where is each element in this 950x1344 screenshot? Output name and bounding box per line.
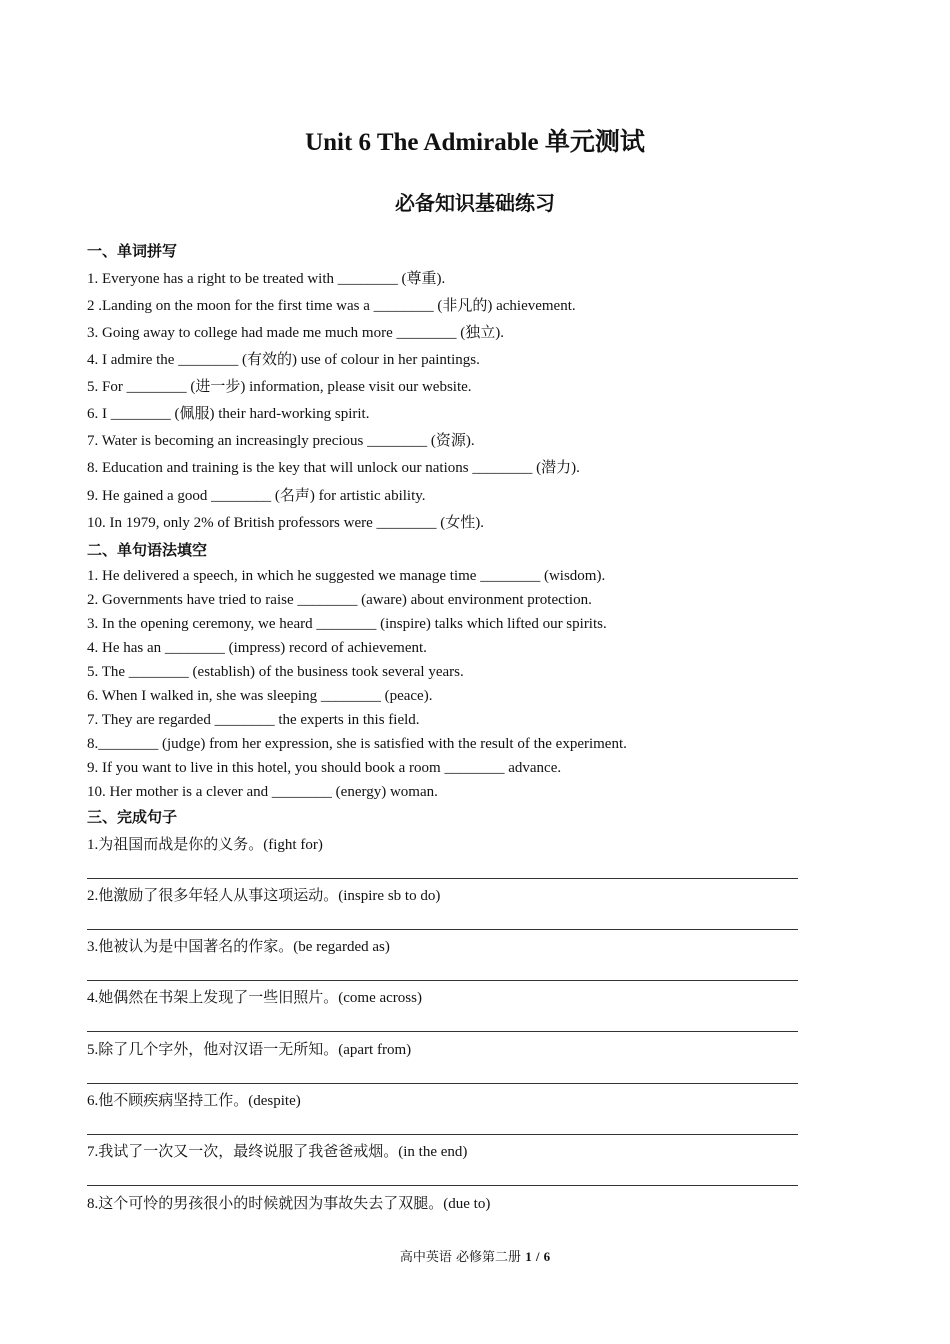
s2-question-8: 8.________ (judge) from her expression, she is satisfied with the result of the experiment. [87, 736, 627, 752]
s1-question-6: 6. I ________ (佩服) their hard-working spirit. [87, 406, 370, 422]
section3-heading: 三、完成句子 [87, 808, 178, 826]
s2-question-6: 6. When I walked in, she was sleeping ________ (peace). [87, 688, 433, 704]
s3-question-5: 5.除了几个字外，他对汉语一无所知。(apart from) [87, 1042, 412, 1058]
s1-question-2: 2 .Landing on the moon for the first time was a ________ (非凡的) achievement. [87, 298, 576, 314]
answer-line [87, 878, 798, 879]
section1-heading: 一、单词拼写 [87, 242, 178, 260]
s2-question-7: 7. They are regarded ________ the experts in this field. [87, 712, 420, 728]
s2-question-10: 10. Her mother is a clever and ________ (energy) woman. [87, 784, 438, 800]
page-number: 1 [525, 1249, 532, 1264]
page-subtitle: 必备知识基础练习 [395, 191, 555, 215]
s1-question-1: 1. Everyone has a right to be treated with ________ (尊重). [87, 271, 446, 287]
s3-question-4: 4.她偶然在书架上发现了一些旧照片。(come across) [87, 990, 422, 1006]
page-footer [0, 1246, 950, 1265]
page-total: 6 [543, 1249, 551, 1264]
answer-line [87, 1185, 798, 1186]
s1-question-7: 7. Water is becoming an increasingly precious ________ (资源). [87, 433, 475, 449]
s3-question-7: 7.我试了一次又一次，最终说服了我爸爸戒烟。(in the end) [87, 1144, 468, 1160]
s2-question-2: 2. Governments have tried to raise ________ (aware) about environment protection. [87, 592, 592, 608]
page-separator: / [535, 1249, 540, 1264]
s2-question-5: 5. The ________ (establish) of the business took several years. [87, 664, 464, 680]
s3-question-3: 3.他被认为是中国著名的作家。(be regarded as) [87, 939, 390, 955]
s1-question-3: 3. Going away to college had made me much more ________ (独立). [87, 325, 504, 341]
answer-line [87, 1134, 798, 1135]
answer-line [87, 1031, 798, 1032]
s2-question-1: 1. He delivered a speech, in which he suggested we manage time ________ (wisdom). [87, 568, 606, 584]
s2-question-4: 4. He has an ________ (impress) record of achievement. [87, 640, 427, 656]
s3-question-2: 2.他激励了很多年轻人从事这项运动。(inspire sb to do) [87, 888, 441, 904]
s1-question-9: 9. He gained a good ________ (名声) for artistic ability. [87, 488, 426, 504]
section2-heading: 二、单句语法填空 [87, 541, 208, 559]
s2-question-3: 3. In the opening ceremony, we heard ________ (inspire) talks which lifted our spirits. [87, 616, 607, 632]
answer-line [87, 929, 798, 930]
s3-question-8: 8.这个可怜的男孩很小的时候就因为事故失去了双腿。(due to) [87, 1196, 491, 1212]
s1-question-5: 5. For ________ (进一步) information, please visit our website. [87, 379, 472, 395]
footer-text: 高中英语 必修第二册 [399, 1250, 522, 1265]
s3-question-1: 1.为祖国而战是你的义务。(fight for) [87, 837, 323, 853]
answer-line [87, 980, 798, 981]
s2-question-9: 9. If you want to live in this hotel, you should book a room ________ advance. [87, 760, 562, 776]
s1-question-4: 4. I admire the ________ (有效的) use of colour in her paintings. [87, 352, 480, 368]
s1-question-10: 10. In 1979, only 2% of British professors were ________ (女性). [87, 515, 485, 531]
s3-question-6: 6.他不顾疾病坚持工作。(despite) [87, 1093, 301, 1109]
s1-question-8: 8. Education and training is the key that will unlock our nations ________ (潜力). [87, 460, 580, 476]
answer-line [87, 1083, 798, 1084]
page-title: Unit 6 The Admirable 单元测试 [305, 129, 645, 156]
